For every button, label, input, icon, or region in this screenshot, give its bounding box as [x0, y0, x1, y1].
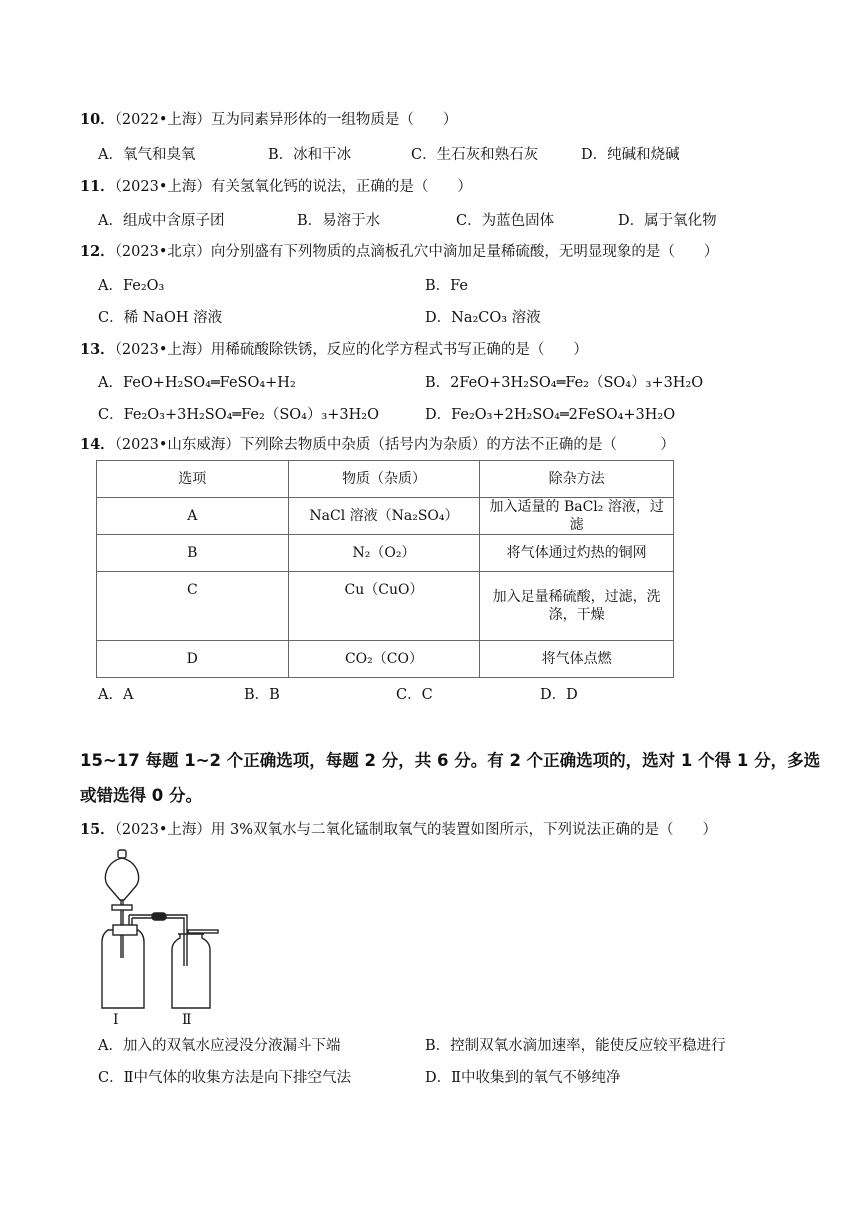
q10-option-d[interactable]: D．纯碱和烧碱	[581, 147, 680, 163]
question-number: 12．	[80, 243, 115, 260]
q10-option-a[interactable]: A．氧气和臭氧	[98, 147, 196, 163]
q14-option-a[interactable]: A．A	[98, 687, 134, 703]
table-cell: D	[97, 641, 289, 678]
funnel-stopper	[118, 850, 126, 858]
q15-option-d[interactable]: D．Ⅱ中收集到的氧气不够纯净	[425, 1070, 621, 1086]
separatory-funnel-bulb	[105, 858, 138, 900]
question-number: 11．	[80, 178, 115, 195]
table-cell: C	[97, 572, 289, 641]
question-number: 15．	[80, 821, 115, 838]
table-cell: 加入足量稀硫酸，过滤，洗涤，干燥	[480, 572, 674, 641]
table-row	[97, 641, 674, 678]
question-10-stem	[80, 111, 457, 129]
question-number: 10．	[80, 111, 115, 128]
q12-option-d[interactable]: D．Na₂CO₃ 溶液	[425, 310, 541, 326]
table-cell: 加入适量的 BaCl₂ 溶液，过滤	[480, 498, 674, 535]
q10-option-c[interactable]: C．生石灰和熟石灰	[411, 147, 539, 163]
q13-option-c[interactable]: C．Fe₂O₃+3H₂SO₄═Fe₂（SO₄）₃+3H₂O	[98, 407, 379, 423]
q13-option-b[interactable]: B．2FeO+3H₂SO₄═Fe₂（SO₄）₃+3H₂O	[425, 375, 704, 391]
figure-label-i: Ⅰ	[113, 1012, 119, 1028]
apparatus-figure	[96, 848, 256, 1033]
figure-label-ii: Ⅱ	[182, 1012, 192, 1028]
rubber-connector	[152, 913, 166, 920]
table-header: 除杂方法	[480, 461, 674, 498]
table-cell: 将气体点燃	[480, 641, 674, 678]
table-header: 物质（杂质）	[288, 461, 480, 498]
question-13-stem	[80, 341, 588, 359]
table-header-row	[97, 461, 674, 498]
table-cell: NaCl 溶液（Na₂SO₄）	[288, 498, 480, 535]
question-text: （2023•上海）用稀硫酸除铁锈，反应的化学方程式书写正确的是（ ）	[114, 342, 588, 358]
question-text: （2023•山东威海）下列除去物质中杂质（括号内为杂质）的方法不正确的是（ ）	[114, 437, 675, 453]
q14-option-c[interactable]: C．C	[396, 687, 433, 703]
q15-option-a[interactable]: A．加入的双氧水应浸没分液漏斗下端	[98, 1038, 341, 1054]
q11-option-d[interactable]: D．属于氧化物	[618, 213, 717, 229]
table-cell: Cu（CuO）	[288, 572, 480, 641]
question-number: 13．	[80, 341, 115, 358]
q11-option-c[interactable]: C．为蓝色固体	[456, 213, 555, 229]
table-cell: CO₂（CO）	[288, 641, 480, 678]
glass-plate	[188, 930, 218, 933]
q15-option-c[interactable]: C．Ⅱ中气体的收集方法是向下排空气法	[98, 1070, 351, 1086]
question-text: （2023•北京）向分别盛有下列物质的点滴板孔穴中滴加足量稀硫酸，无明显现象的是（ ）	[114, 244, 719, 260]
bottle-ii	[172, 934, 210, 1008]
q12-option-a[interactable]: A．Fe₂O₃	[98, 278, 165, 294]
question-12-stem	[80, 243, 718, 261]
question-text: （2023•上海）用 3%双氧水与二氧化锰制取氧气的装置如图所示，下列说法正确的是（ ）	[114, 822, 718, 838]
stopcock	[112, 905, 132, 910]
table-header: 选项	[97, 461, 289, 498]
table-row	[97, 498, 674, 535]
table-cell: N₂（O₂）	[288, 535, 480, 572]
q10-option-b[interactable]: B．冰和干冰	[268, 147, 352, 163]
question-text: （2022•上海）互为同素异形体的一组物质是（ ）	[114, 112, 458, 128]
stopper-i	[113, 925, 137, 935]
q14-option-b[interactable]: B．B	[244, 687, 280, 703]
section-instruction-line2: 或错选得 0 分。	[80, 786, 202, 805]
table-cell: B	[97, 535, 289, 572]
table-row	[97, 535, 674, 572]
q13-option-d[interactable]: D．Fe₂O₃+2H₂SO₄═2FeSO₄+3H₂O	[425, 407, 676, 423]
q11-option-a[interactable]: A．组成中含原子团	[98, 213, 225, 229]
q14-option-d[interactable]: D．D	[540, 687, 578, 703]
q11-option-b[interactable]: B．易溶于水	[297, 213, 381, 229]
question-11-stem	[80, 178, 472, 196]
q12-option-c[interactable]: C．稀 NaOH 溶液	[98, 310, 223, 326]
table-cell: 将气体通过灼热的铜网	[480, 535, 674, 572]
q13-option-a[interactable]: A．FeO+H₂SO₄═FeSO₄+H₂	[98, 375, 296, 391]
section-instruction-line1: 15~17 每题 1~2 个正确选项，每题 2 分，共 6 分。有 2 个正确选项的，选对 1 个得 1 分，多选	[80, 751, 821, 770]
q15-option-b[interactable]: B．控制双氧水滴加速率，能使反应较平稳进行	[425, 1038, 726, 1054]
question-number: 14．	[80, 436, 115, 453]
impurity-removal-table	[96, 460, 674, 678]
table-cell: A	[97, 498, 289, 535]
question-14-stem	[80, 436, 675, 454]
q12-option-b[interactable]: B．Fe	[425, 278, 469, 294]
question-text: （2023•上海）有关氢氧化钙的说法，正确的是（ ）	[114, 179, 472, 195]
question-15-stem	[80, 821, 717, 839]
table-row	[97, 572, 674, 641]
